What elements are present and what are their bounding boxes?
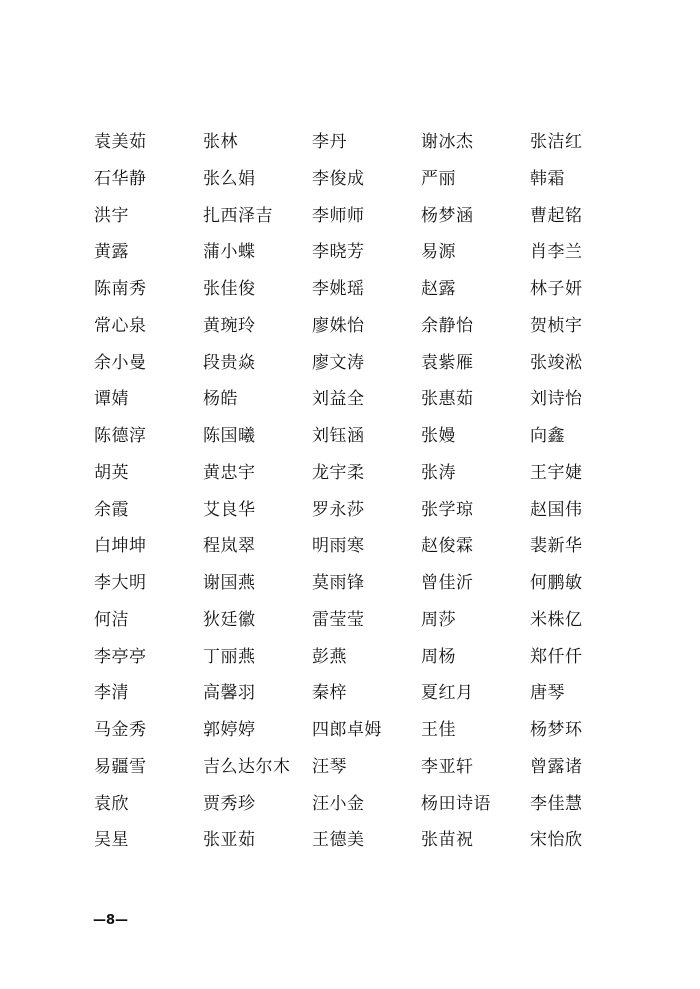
name-entry: 韩霜 <box>530 168 565 189</box>
name-entry: 王德美 <box>312 830 365 851</box>
name-entry: 狄廷徽 <box>203 609 256 630</box>
name-entry: 明雨寒 <box>312 536 365 557</box>
name-entry: 肖李兰 <box>530 242 583 263</box>
name-entry: 刘钰涵 <box>312 426 365 446</box>
name-entry: 黄露 <box>94 242 129 263</box>
name-entry: 张惠茹 <box>421 389 474 410</box>
name-entry: 谢国燕 <box>203 573 256 593</box>
name-entry: 张涛 <box>421 462 456 483</box>
name-entry: 严丽 <box>421 168 456 189</box>
name-entry: 易疆雪 <box>94 756 147 777</box>
name-list <box>94 124 639 859</box>
name-entry: 林子妍 <box>530 279 583 299</box>
name-entry: 李晓芳 <box>312 242 365 263</box>
name-entry: 赵国伟 <box>530 499 583 520</box>
name-entry: 汪琴 <box>312 756 347 777</box>
name-entry: 裴新华 <box>530 536 583 557</box>
name-entry: 向鑫 <box>530 426 565 446</box>
name-entry: 罗永莎 <box>312 499 365 520</box>
name-entry: 袁欣 <box>94 793 129 814</box>
name-entry: 莫雨锋 <box>312 573 365 593</box>
name-entry: 张亚茹 <box>203 830 256 851</box>
name-entry: 王佳 <box>421 720 456 740</box>
name-entry: 张苗祝 <box>421 830 474 851</box>
name-entry: 李师师 <box>312 205 365 226</box>
name-entry: 夏红月 <box>421 683 474 704</box>
name-entry: 曾露诸 <box>530 756 583 777</box>
name-entry: 王宇婕 <box>530 462 583 483</box>
name-entry: 陈南秀 <box>94 279 147 299</box>
name-entry: 扎西泽吉 <box>203 205 273 226</box>
name-entry: 余静怡 <box>421 315 474 336</box>
name-entry: 马金秀 <box>94 720 147 740</box>
name-entry: 四郎卓姆 <box>312 720 382 740</box>
name-entry: 郑仟仟 <box>530 646 583 667</box>
name-entry: 袁紫雁 <box>421 352 474 373</box>
name-entry: 赵露 <box>421 279 456 299</box>
name-entry: 白坤坤 <box>94 536 147 557</box>
name-entry: 李亭亭 <box>94 646 147 667</box>
name-entry: 贺桢宇 <box>530 315 583 336</box>
name-entry: 吉么达尔木 <box>203 756 291 777</box>
name-entry: 常心泉 <box>94 315 147 336</box>
name-entry: 赵俊霖 <box>421 536 474 557</box>
name-entry: 余霞 <box>94 499 129 520</box>
name-entry: 李姚瑶 <box>312 279 365 299</box>
name-entry: 张佳俊 <box>203 279 256 299</box>
name-entry: 谭婧 <box>94 389 129 410</box>
name-entry: 袁美茹 <box>94 132 147 152</box>
name-entry: 张么娟 <box>203 168 256 189</box>
name-entry: 李佳慧 <box>530 793 583 814</box>
name-entry: 廖姝怡 <box>312 315 365 336</box>
name-entry: 段贵焱 <box>203 352 256 373</box>
name-entry: 杨梦环 <box>530 720 583 740</box>
name-entry: 杨梦涵 <box>421 205 474 226</box>
name-entry: 李俊成 <box>312 168 365 189</box>
name-entry: 黄琬玲 <box>203 315 256 336</box>
name-entry: 陈德淳 <box>94 426 147 446</box>
name-entry: 曹起铭 <box>530 205 583 226</box>
name-entry: 汪小金 <box>312 793 365 814</box>
name-entry: 张林 <box>203 132 238 152</box>
name-entry: 程岚翠 <box>203 536 256 557</box>
name-entry: 黄忠宇 <box>203 462 256 483</box>
name-entry: 何洁 <box>94 609 129 630</box>
name-entry: 刘诗怡 <box>530 389 583 410</box>
name-entry: 李丹 <box>312 132 347 152</box>
name-entry: 张竣淞 <box>530 352 583 373</box>
name-entry: 张嫚 <box>421 426 456 446</box>
name-entry: 艾良华 <box>203 499 256 520</box>
name-entry: 曾佳沂 <box>421 573 474 593</box>
name-entry: 周莎 <box>421 609 456 630</box>
name-entry: 宋怡欣 <box>530 830 583 851</box>
name-entry: 彭燕 <box>312 646 347 667</box>
name-entry: 丁丽燕 <box>203 646 256 667</box>
name-entry: 余小曼 <box>94 352 147 373</box>
name-entry: 高馨羽 <box>203 683 256 704</box>
name-entry: 周杨 <box>421 646 456 667</box>
name-entry: 胡英 <box>94 462 129 483</box>
name-entry: 张学琼 <box>421 499 474 520</box>
name-entry: 杨田诗语 <box>421 793 491 814</box>
name-entry: 李亚轩 <box>421 756 474 777</box>
name-entry: 秦梓 <box>312 683 347 704</box>
name-entry: 杨皓 <box>203 389 238 410</box>
name-entry: 米株亿 <box>530 609 583 630</box>
name-entry: 张洁红 <box>530 132 583 152</box>
name-entry: 龙宇柔 <box>312 462 365 483</box>
name-entry: 雷莹莹 <box>312 609 365 630</box>
name-entry: 蒲小蝶 <box>203 242 256 263</box>
name-entry: 石华静 <box>94 168 147 189</box>
name-entry: 郭婷婷 <box>203 720 256 740</box>
name-entry: 吴星 <box>94 830 129 851</box>
name-entry: 谢冰杰 <box>421 132 474 152</box>
name-entry: 洪宇 <box>94 205 129 226</box>
name-entry: 唐琴 <box>530 683 565 704</box>
name-entry: 刘益全 <box>312 389 365 410</box>
name-entry: 陈国曦 <box>203 426 256 446</box>
page-number: —8— <box>93 913 129 928</box>
name-entry: 何鹏敏 <box>530 573 583 593</box>
name-entry: 廖文涛 <box>312 352 365 373</box>
name-entry: 李清 <box>94 683 129 704</box>
name-entry: 贾秀珍 <box>203 793 256 814</box>
name-entry: 李大明 <box>94 573 147 593</box>
name-entry: 易源 <box>421 242 456 263</box>
